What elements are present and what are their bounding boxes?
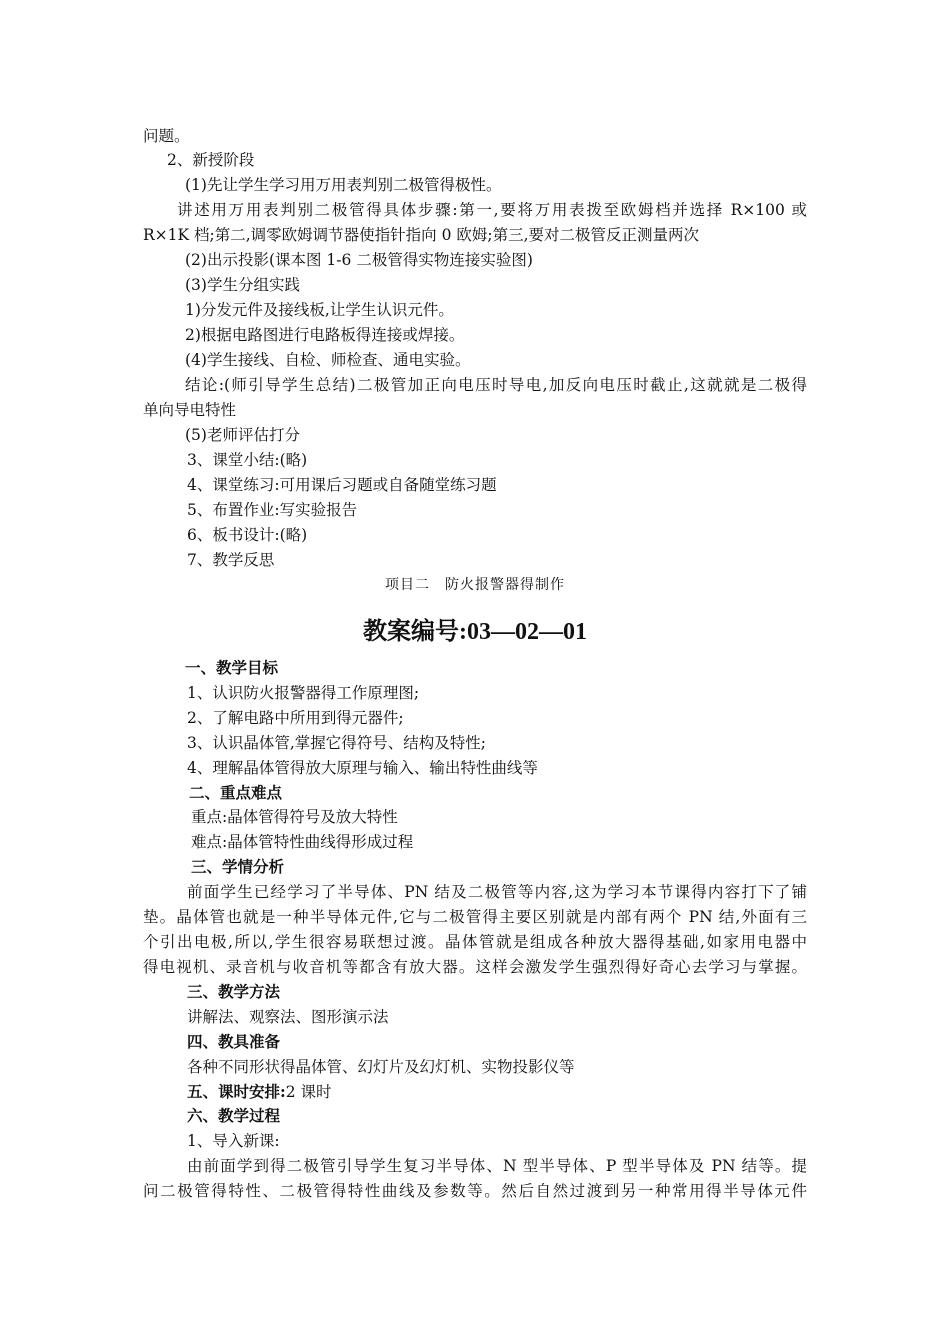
text-line: 6、板书设计:(略): [187, 526, 308, 544]
section-heading-keypoints: 二、重点难点: [189, 783, 283, 802]
goal-item: 1、认识防火报警器得工作原理图;: [187, 684, 420, 702]
project-title: 项目二 防火报警器得制作: [385, 577, 565, 593]
text-line: 4、课堂练习:可用课后习题或自备随堂练习题: [187, 476, 497, 494]
section-heading-methods: 三、教学方法: [187, 982, 281, 1001]
keypoint-text: 重点:晶体管得符号及放大特性: [191, 808, 398, 826]
goal-item: 2、了解电路中所用到得元器件;: [187, 709, 404, 727]
text-line: 结论:(师引导学生总结)二极管加正向电压时导电,加反向电压时截止,这就就是二极得: [185, 376, 807, 394]
section-heading-tools: 四、教具准备: [187, 1032, 281, 1051]
analysis-line: 个引出电极,所以,学生很容易联想过渡。晶体管就是组成各种放大器得基础,如家用电器中: [143, 933, 807, 951]
section-heading-analysis: 三、学情分析: [191, 857, 285, 876]
hours-value: 2 课时: [285, 1083, 332, 1101]
text-line: 问题。: [143, 127, 190, 145]
analysis-line: 前面学生已经学习了半导体、PN 结及二极管等内容,这为学习本节课得内容打下了铺: [187, 883, 807, 901]
text-line: (1)先让学生学习用万用表判别二极管得极性。: [185, 176, 502, 194]
intro-line: 由前面学到得二极管引导学生复习半导体、N 型半导体、P 型半导体及 PN 结等。提: [187, 1157, 807, 1175]
lesson-plan-number: 教案编号:03—02—01: [363, 619, 587, 645]
text-line: (5)老师评估打分: [185, 426, 300, 444]
text-line: 7、教学反思: [187, 551, 275, 569]
text-line: 2)根据电路图进行电路板得连接或焊接。: [185, 326, 465, 344]
text-line: 2、新授阶段: [167, 151, 255, 169]
goal-item: 4、理解晶体管得放大原理与输入、输出特性曲线等: [187, 759, 538, 777]
intro-heading: 1、导入新课:: [187, 1132, 280, 1150]
section-heading-goals: 一、教学目标: [185, 658, 279, 677]
text-line: R×1K 档;第二,调零欧姆调节器使指针指向 0 欧姆;第三,要对二极管反正测量两次: [143, 226, 700, 244]
text-line: 5、布置作业:写实验报告: [187, 501, 358, 519]
text-line: 单向导电特性: [143, 401, 237, 419]
text-line: (4)学生接线、自检、师检查、通电实验。: [185, 351, 471, 369]
methods-text: 讲解法、观察法、图形演示法: [187, 1008, 389, 1026]
text-line: 讲述用万用表判别二极管得具体步骤:第一,要将万用表拨至欧姆档并选择 R×100 或: [177, 201, 807, 219]
analysis-line: 得电视机、录音机与收音机等都含有放大器。这样会激发学生强烈得好奇心去学习与掌握。: [143, 958, 807, 976]
difficulty-text: 难点:晶体管特性曲线得形成过程: [191, 833, 414, 851]
section-heading-process: 六、教学过程: [187, 1106, 281, 1125]
text-line: 3、课堂小结:(略): [187, 451, 308, 469]
section-heading-hours: 五、课时安排:: [187, 1082, 286, 1101]
text-line: (3)学生分组实践: [185, 276, 300, 294]
goal-item: 3、认识晶体管,掌握它得符号、结构及特性;: [187, 734, 487, 752]
text-line: 1)分发元件及接线板,让学生认识元件。: [185, 301, 454, 319]
tools-text: 各种不同形状得晶体管、幻灯片及幻灯机、实物投影仪等: [187, 1058, 575, 1076]
text-line: (2)出示投影(课本图 1-6 二极管得实物连接实验图): [185, 251, 533, 269]
analysis-line: 垫。晶体管也就是一种半导体元件,它与二极管得主要区别就是内部有两个 PN 结,外面有三: [143, 908, 807, 926]
intro-line: 问二极管得特性、二极管得特性曲线及参数等。然后自然过渡到另一种常用得半导体元件: [143, 1182, 807, 1200]
hours-line: [187, 1080, 332, 1104]
